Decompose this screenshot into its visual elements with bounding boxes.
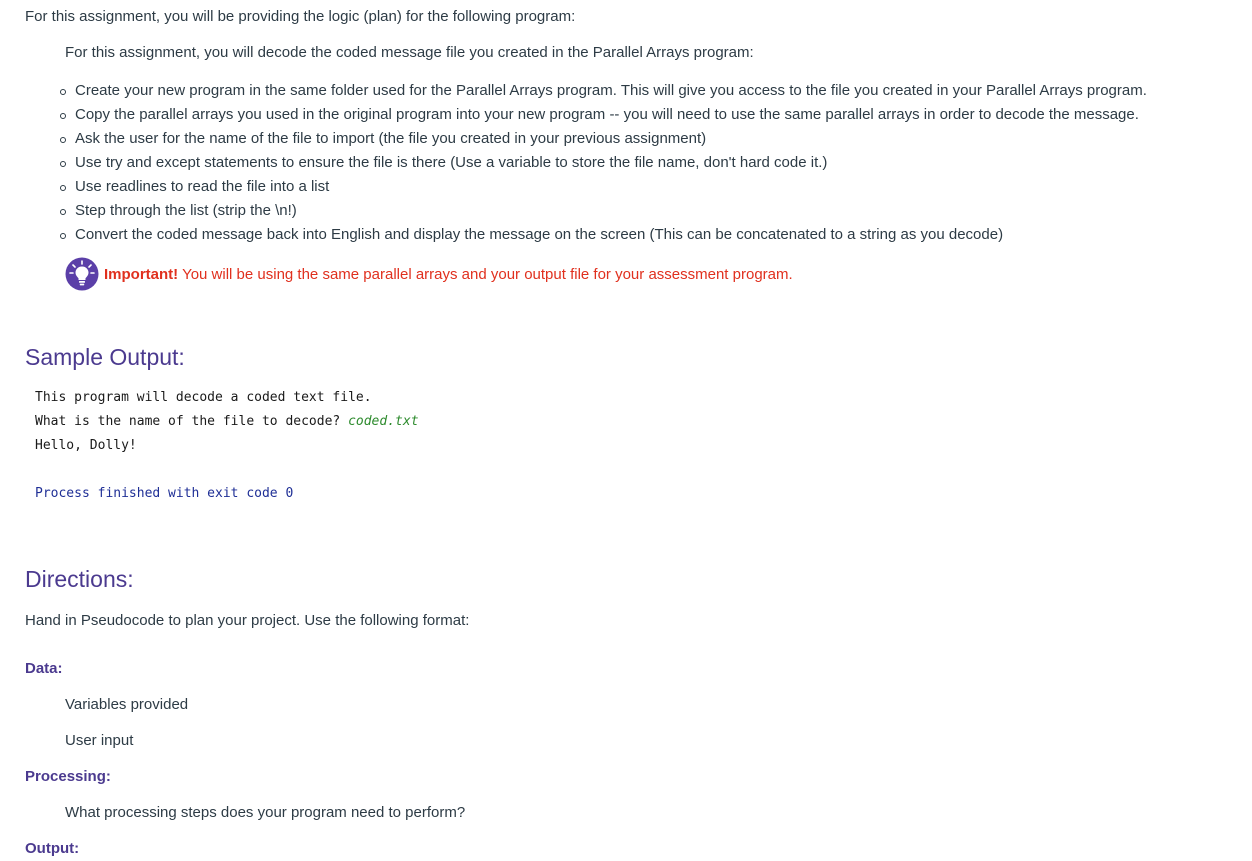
processing-label: Processing: [25, 768, 111, 785]
console-output [35, 388, 419, 508]
step-text: Use readlines to read the file into a list [75, 178, 330, 195]
sample-output-heading: Sample Output: [25, 344, 185, 370]
list-item [75, 103, 1147, 127]
data-item: User input [65, 732, 134, 749]
console-process-line: Process finished with exit code 0 [35, 486, 294, 501]
important-callout [65, 257, 793, 291]
list-item [75, 199, 1147, 223]
list-item [75, 127, 1147, 151]
step-text: Copy the parallel arrays you used in the original program into your new program -- you will need to use the same parallel arrays in order to decode the message. [75, 106, 1139, 123]
list-item [75, 223, 1147, 247]
directions-heading: Directions: [25, 566, 134, 592]
console-result: Hello, Dolly! [35, 438, 137, 453]
bullet-icon [60, 185, 66, 191]
important-label: Important! [104, 265, 179, 283]
data-label: Data: [25, 660, 63, 677]
bullet-icon [60, 209, 66, 215]
console-prompt-line [35, 412, 419, 436]
bullet-icon [60, 233, 66, 239]
console-line: This program will decode a coded text file. [35, 390, 372, 405]
console-user-input: coded.txt [348, 414, 419, 429]
important-message [104, 266, 793, 283]
processing-item: What processing steps does your program need to perform? [65, 804, 466, 821]
important-body: You will be using the same parallel arrays and your output file for your assessment program. [178, 265, 793, 283]
list-item [75, 175, 1147, 199]
step-text: Create your new program in the same folder used for the Parallel Arrays program. This will give you access to the file you created in your Parallel Arrays program. [75, 82, 1147, 99]
bullet-icon [60, 137, 66, 143]
bullet-icon [60, 113, 66, 119]
step-text: Use try and except statements to ensure the file is there (Use a variable to store the file name, don't hard code it.) [75, 154, 828, 171]
bullet-icon [60, 89, 66, 95]
step-text: Ask the user for the name of the file to import (the file you created in your previous assignment) [75, 130, 707, 147]
console-prompt: What is the name of the file to decode? [35, 414, 349, 429]
bullet-icon [60, 161, 66, 167]
lightbulb-icon [65, 257, 99, 291]
list-item [75, 151, 1147, 175]
subintro-text: For this assignment, you will decode the coded message file you created in the Parallel Arrays program: [65, 44, 754, 61]
data-item: Variables provided [65, 696, 189, 713]
output-label: Output: [25, 840, 80, 857]
directions-text: Hand in Pseudocode to plan your project. Use the following format: [25, 612, 470, 629]
step-text: Step through the list (strip the \n!) [75, 202, 297, 219]
steps-list [75, 79, 1147, 247]
step-text: Convert the coded message back into English and display the message on the screen (This can be concatenated to a string as you decode) [75, 226, 1004, 243]
intro-text: For this assignment, you will be providing the logic (plan) for the following program: [25, 8, 576, 25]
list-item [75, 79, 1147, 103]
